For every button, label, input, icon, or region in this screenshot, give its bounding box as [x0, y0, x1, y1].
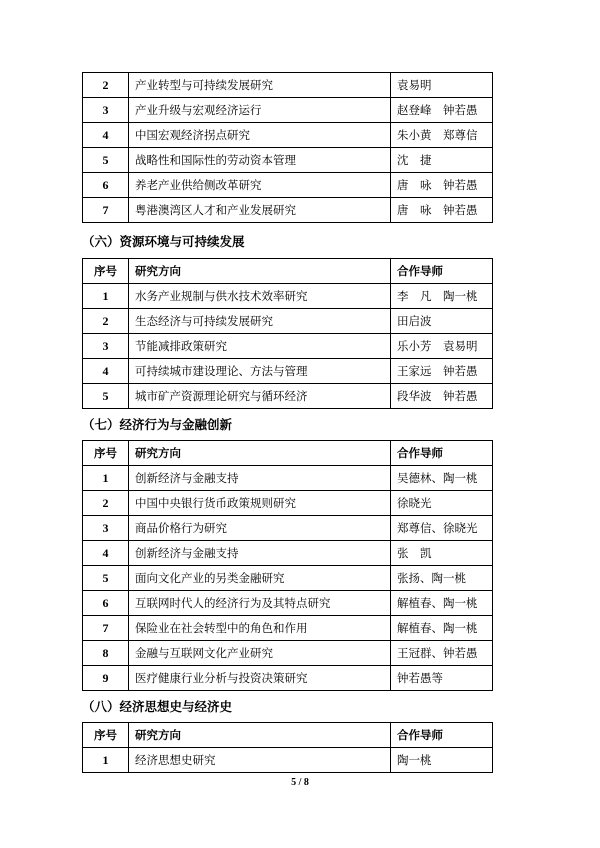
advisor-cell: 解植春、陶一桃	[391, 591, 493, 616]
table-row	[83, 309, 493, 334]
table-row	[83, 98, 493, 123]
table-row	[83, 541, 493, 566]
advisor-cell: 乐小芳 袁易明	[391, 334, 493, 359]
advisor-cell: 徐晓光	[391, 491, 493, 516]
row-number-cell: 2	[83, 491, 129, 516]
row-number-cell: 3	[83, 516, 129, 541]
header-advisor-cell: 合作导师	[391, 441, 493, 466]
advisor-cell: 朱小黄 郑尊信	[391, 123, 493, 148]
table-header-row	[83, 723, 493, 748]
research-topic-cell: 医疗健康行业分析与投资决策研究	[129, 666, 391, 691]
advisor-cell: 解植春、陶一桃	[391, 616, 493, 641]
table-row	[83, 566, 493, 591]
table-row	[83, 466, 493, 491]
research-table-resources-environment	[82, 258, 493, 409]
row-number-cell: 5	[83, 148, 129, 173]
advisor-cell: 唐 咏 钟若愚	[391, 198, 493, 223]
row-number-cell: 2	[83, 73, 129, 98]
row-number-cell: 3	[83, 98, 129, 123]
table-row	[83, 616, 493, 641]
row-number-cell: 4	[83, 541, 129, 566]
row-number-cell: 2	[83, 309, 129, 334]
table-row	[83, 591, 493, 616]
research-table-economic-behavior-finance	[82, 440, 493, 691]
header-advisor-cell: 合作导师	[391, 723, 493, 748]
table-row	[83, 173, 493, 198]
row-number-cell: 3	[83, 334, 129, 359]
advisor-cell: 吴德林、陶一桃	[391, 466, 493, 491]
row-number-cell: 6	[83, 173, 129, 198]
row-number-cell: 5	[83, 566, 129, 591]
research-topic-cell: 互联网时代人的经济行为及其特点研究	[129, 591, 391, 616]
row-number-cell: 7	[83, 198, 129, 223]
advisor-cell: 沈 捷	[391, 148, 493, 173]
row-number-cell: 1	[83, 466, 129, 491]
research-topic-cell: 战略性和国际性的劳动资本管理	[129, 148, 391, 173]
table-row	[83, 641, 493, 666]
row-number-cell: 4	[83, 359, 129, 384]
advisor-cell: 钟若愚等	[391, 666, 493, 691]
advisor-cell: 段华波 钟若愚	[391, 384, 493, 409]
table-row	[83, 748, 493, 773]
table-row	[83, 123, 493, 148]
research-topic-cell: 城市矿产资源理论研究与循环经济	[129, 384, 391, 409]
research-topic-cell: 经济思想史研究	[129, 748, 391, 773]
table-row	[83, 384, 493, 409]
section-title-economic-thought-history: （八）经济思想史与经济史	[82, 699, 233, 714]
table-row	[83, 516, 493, 541]
table-header-row	[83, 441, 493, 466]
row-number-cell: 8	[83, 641, 129, 666]
research-topic-cell: 节能减排政策研究	[129, 334, 391, 359]
row-number-cell: 4	[83, 123, 129, 148]
header-topic-cell: 研究方向	[129, 441, 391, 466]
advisor-cell: 王家远 钟若愚	[391, 359, 493, 384]
research-topic-cell: 养老产业供给侧改革研究	[129, 173, 391, 198]
row-number-cell: 9	[83, 666, 129, 691]
research-topic-cell: 中国宏观经济拐点研究	[129, 123, 391, 148]
header-number-cell: 序号	[83, 441, 129, 466]
advisor-cell: 李 凡 陶一桃	[391, 284, 493, 309]
header-topic-cell: 研究方向	[129, 259, 391, 284]
advisor-cell: 赵登峰 钟若愚	[391, 98, 493, 123]
advisor-cell: 王冠群、钟若愚	[391, 641, 493, 666]
header-advisor-cell: 合作导师	[391, 259, 493, 284]
row-number-cell: 1	[83, 748, 129, 773]
research-topic-cell: 面向文化产业的另类金融研究	[129, 566, 391, 591]
row-number-cell: 5	[83, 384, 129, 409]
advisor-cell: 郑尊信、徐晓光	[391, 516, 493, 541]
table-row	[83, 359, 493, 384]
advisor-cell: 袁易明	[391, 73, 493, 98]
table-row	[83, 198, 493, 223]
research-topic-cell: 中国中央银行货币政策规则研究	[129, 491, 391, 516]
table-row	[83, 148, 493, 173]
header-number-cell: 序号	[83, 259, 129, 284]
table-row	[83, 491, 493, 516]
research-table-economic-thought-history	[82, 722, 493, 773]
table-header-row	[83, 259, 493, 284]
section-title-economic-behavior-finance: （七）经济行为与金融创新	[82, 417, 233, 432]
research-table-continued	[82, 72, 493, 223]
header-topic-cell: 研究方向	[129, 723, 391, 748]
advisor-cell: 张 凯	[391, 541, 493, 566]
row-number-cell: 7	[83, 616, 129, 641]
table-row	[83, 334, 493, 359]
research-topic-cell: 创新经济与金融支持	[129, 466, 391, 491]
section-title-resources-environment: （六）资源环境与可持续发展	[82, 234, 245, 249]
research-topic-cell: 可持续城市建设理论、方法与管理	[129, 359, 391, 384]
table-row	[83, 73, 493, 98]
research-topic-cell: 金融与互联网文化产业研究	[129, 641, 391, 666]
research-topic-cell: 创新经济与金融支持	[129, 541, 391, 566]
research-topic-cell: 保险业在社会转型中的角色和作用	[129, 616, 391, 641]
research-topic-cell: 生态经济与可持续发展研究	[129, 309, 391, 334]
research-topic-cell: 水务产业规制与供水技术效率研究	[129, 284, 391, 309]
research-topic-cell: 产业升级与宏观经济运行	[129, 98, 391, 123]
advisor-cell: 张扬、陶一桃	[391, 566, 493, 591]
row-number-cell: 1	[83, 284, 129, 309]
advisor-cell: 唐 咏 钟若愚	[391, 173, 493, 198]
row-number-cell: 6	[83, 591, 129, 616]
research-topic-cell: 商品价格行为研究	[129, 516, 391, 541]
table-row	[83, 284, 493, 309]
table-row	[83, 666, 493, 691]
page-number: 5 / 8	[291, 777, 309, 788]
header-number-cell: 序号	[83, 723, 129, 748]
advisor-cell: 陶一桃	[391, 748, 493, 773]
advisor-cell: 田启波	[391, 309, 493, 334]
research-topic-cell: 粤港澳湾区人才和产业发展研究	[129, 198, 391, 223]
research-topic-cell: 产业转型与可持续发展研究	[129, 73, 391, 98]
